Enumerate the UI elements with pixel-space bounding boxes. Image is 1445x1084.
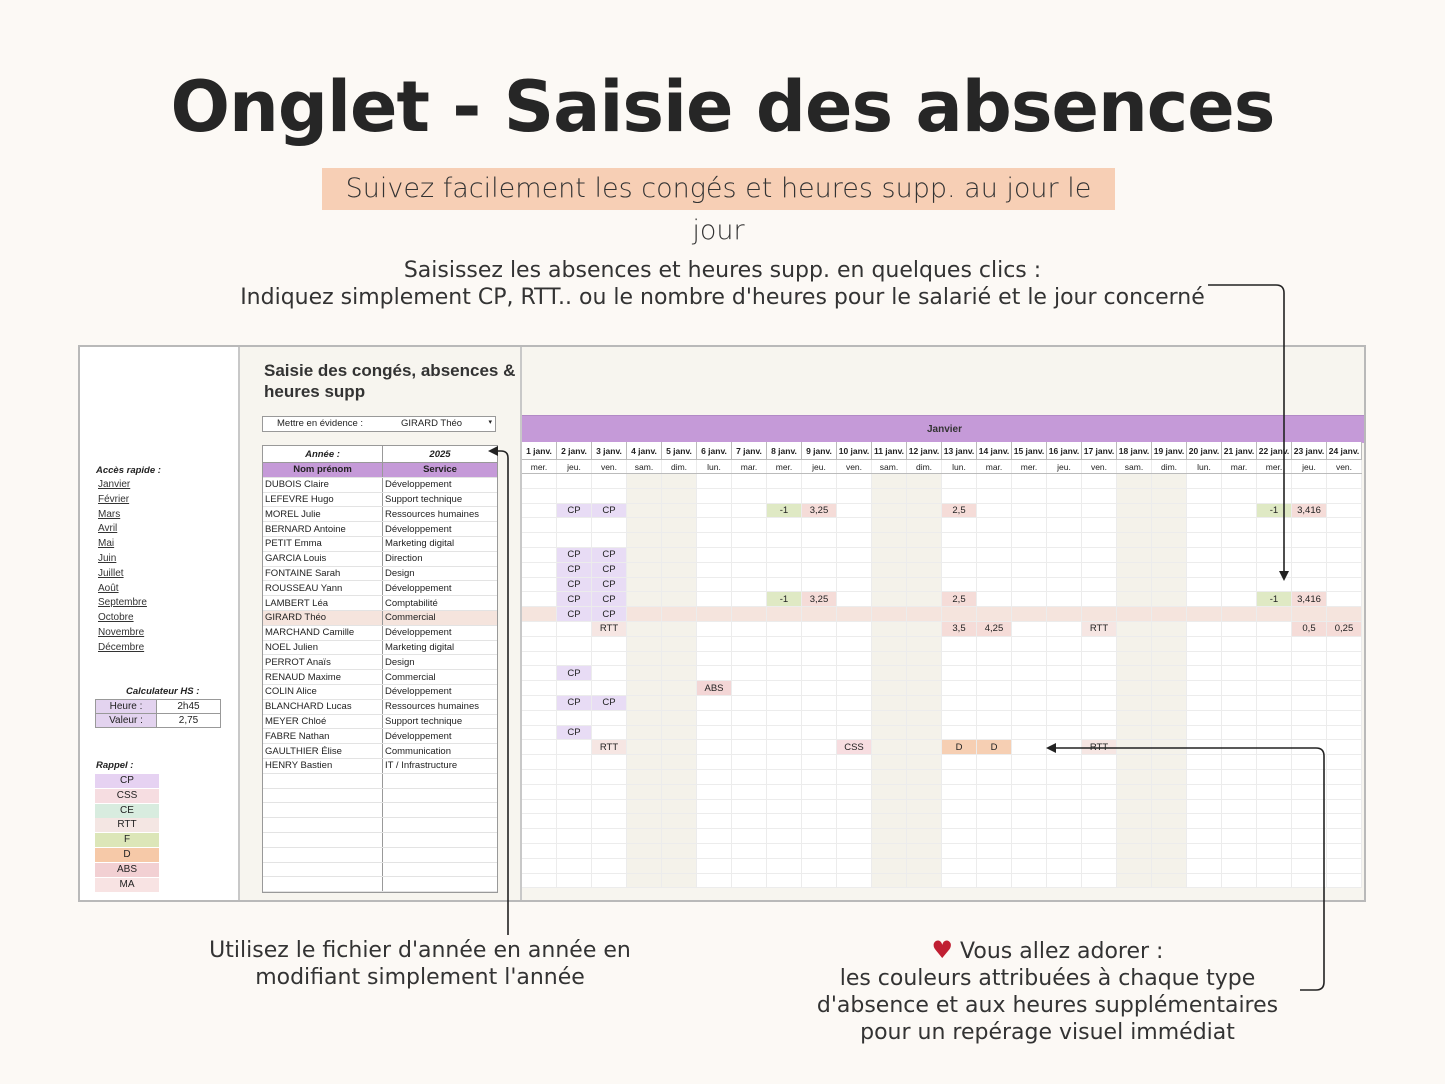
day-header: 24 janv. <box>1327 442 1362 460</box>
month-link-2[interactable]: Mars <box>98 508 121 520</box>
day-cell[interactable]: CP <box>557 592 592 607</box>
employee-service: Développement <box>383 684 498 699</box>
employee-name: DUBOIS Claire <box>263 477 383 492</box>
day-header: 20 janv. <box>1187 442 1222 460</box>
hs-calculator-label: Calculateur HS : <box>126 686 200 697</box>
month-header: Janvier <box>522 415 1366 443</box>
day-cell[interactable]: CP <box>557 503 592 518</box>
day-header: 18 janv. <box>1117 442 1152 460</box>
weekday-cell: sam. <box>1117 460 1152 474</box>
arrowhead-year <box>488 446 498 456</box>
employee-service: Support technique <box>383 714 498 729</box>
employee-name: GAULTHIER Élise <box>263 744 383 759</box>
employee-name: MEYER Chloé <box>263 714 383 729</box>
weekday-cell: mer. <box>1012 460 1047 474</box>
weekday-cell: jeu. <box>1047 460 1082 474</box>
day-cell[interactable]: CP <box>557 562 592 577</box>
weekday-cell: mer. <box>1257 460 1292 474</box>
day-cell[interactable]: CP <box>592 547 627 562</box>
weekday-cell: jeu. <box>557 460 592 474</box>
employee-service: Comptabilité <box>383 596 498 611</box>
day-header: 7 janv. <box>732 442 767 460</box>
day-header: 16 janv. <box>1047 442 1082 460</box>
calc-hour-input[interactable]: 2h45 <box>157 700 221 714</box>
sheet-title-line2: heures supp <box>264 382 366 401</box>
employee-service: Développement <box>383 522 498 537</box>
day-cell[interactable]: CP <box>557 666 592 681</box>
weekday-cell: lun. <box>697 460 732 474</box>
weekday-cell: ven. <box>1327 460 1362 474</box>
employee-service: Commercial <box>383 610 498 625</box>
month-link-3[interactable]: Avril <box>98 523 118 535</box>
page-title: Onglet - Saisie des absences <box>170 66 1275 148</box>
caption-right-line1 <box>790 937 1305 965</box>
employee-service: Direction <box>383 551 498 566</box>
employee-name: ROUSSEAU Yann <box>263 581 383 596</box>
weekday-cell: ven. <box>837 460 872 474</box>
calc-value-output: 2,75 <box>157 714 221 728</box>
employee-service: Développement <box>383 477 498 492</box>
employee-name: NOEL Julien <box>263 640 383 655</box>
month-link-11[interactable]: Décembre <box>98 641 145 653</box>
employee-name: BLANCHARD Lucas <box>263 699 383 714</box>
day-cell[interactable]: CP <box>557 577 592 592</box>
employee-service: Développement <box>383 625 498 640</box>
day-cell[interactable]: RTT <box>592 621 627 636</box>
reminder-label: Rappel : <box>96 760 134 771</box>
day-cell[interactable]: -1 <box>1257 592 1292 607</box>
month-link-1[interactable]: Février <box>98 493 130 505</box>
day-cell[interactable]: RTT <box>1082 740 1117 755</box>
weekday-cell: lun. <box>1187 460 1222 474</box>
caption-top-line1: Saisissez les absences et heures supp. en quelques clics : <box>403 258 1042 283</box>
day-cell[interactable]: CP <box>557 725 592 740</box>
employee-service: Design <box>383 655 498 670</box>
legend-item: CSS <box>95 789 159 803</box>
day-cell[interactable]: -1 <box>767 503 802 518</box>
day-header: 23 janv. <box>1292 442 1327 460</box>
caption-right-line1-text: Vous allez adorer : <box>960 939 1164 964</box>
day-cell[interactable]: CP <box>592 577 627 592</box>
day-header: 6 janv. <box>697 442 732 460</box>
caption-top-line2: Indiquez simplement CP, RTT.. ou le nombre d'heures pour le salarié et le jour concerné <box>240 285 1205 310</box>
day-header: 4 janv. <box>627 442 662 460</box>
weekday-cell: sam. <box>627 460 662 474</box>
weekday-cell: ven. <box>1082 460 1117 474</box>
employee-name: BERNARD Antoine <box>263 522 383 537</box>
weekday-cell: mar. <box>977 460 1012 474</box>
day-cell[interactable]: CP <box>592 562 627 577</box>
weekday-cell: sam. <box>872 460 907 474</box>
arrowhead-top-right <box>1279 571 1289 581</box>
sheet-title-line1: Saisie des congés, absences & <box>264 361 516 380</box>
caption-right-line4: pour un repérage visuel immédiat <box>860 1020 1235 1045</box>
employee-service: Support technique <box>383 492 498 507</box>
weekday-cell: mer. <box>767 460 802 474</box>
weekday-cell: dim. <box>907 460 942 474</box>
day-header: 12 janv. <box>907 442 942 460</box>
day-header: 17 janv. <box>1082 442 1117 460</box>
employee-service: Ressources humaines <box>383 699 498 714</box>
quick-access-label: Accès rapide : <box>96 465 161 476</box>
col-service-header: Service <box>383 463 498 478</box>
employee-service: Design <box>383 566 498 581</box>
day-cell[interactable]: CSS <box>837 740 872 755</box>
legend-item: MA <box>95 878 159 892</box>
day-cell[interactable]: CP <box>557 547 592 562</box>
day-header: 3 janv. <box>592 442 627 460</box>
employee-name: COLIN Alice <box>263 684 383 699</box>
month-link-10[interactable]: Novembre <box>98 627 145 638</box>
employee-name: RENAUD Maxime <box>263 670 383 685</box>
day-header: 13 janv. <box>942 442 977 460</box>
weekday-cell: lun. <box>942 460 977 474</box>
day-cell[interactable]: CP <box>592 607 627 622</box>
month-link-0[interactable]: Janvier <box>98 479 131 490</box>
day-cell[interactable]: CP <box>557 607 592 622</box>
employee-service: Ressources humaines <box>383 507 498 522</box>
employee-service: Commercial <box>383 670 498 685</box>
weekday-cell: mer. <box>522 460 557 474</box>
caption-right-line2: les couleurs attribuées à chaque type <box>839 966 1256 991</box>
day-cell[interactable]: 3,416 <box>1292 503 1327 518</box>
day-header: 15 janv. <box>1012 442 1047 460</box>
day-cell[interactable]: -1 <box>1257 503 1292 518</box>
day-cell[interactable]: 4,25 <box>977 621 1012 636</box>
day-header: 2 janv. <box>557 442 592 460</box>
month-link-9[interactable]: Octobre <box>98 612 134 624</box>
arrow-year <box>495 451 508 935</box>
day-cell[interactable]: 3,5 <box>942 621 977 636</box>
employee-name: LAMBERT Léa <box>263 596 383 611</box>
weekday-cell: dim. <box>662 460 697 474</box>
page-subtitle: Suivez facilement les congés et heures supp. au jour le jour <box>322 168 1115 210</box>
legend-item: ABS <box>95 863 159 877</box>
legend-item: RTT <box>95 818 159 832</box>
day-header: 8 janv. <box>767 442 802 460</box>
arrowhead-colors <box>1046 743 1056 753</box>
employee-service: Développement <box>383 729 498 744</box>
day-header: 14 janv. <box>977 442 1012 460</box>
employee-name: MOREL Julie <box>263 507 383 522</box>
day-cell[interactable]: RTT <box>592 740 627 755</box>
day-cell[interactable]: D <box>942 740 977 755</box>
caption-left <box>170 937 670 991</box>
employee-name: GIRARD Théo <box>263 610 383 625</box>
day-header: 11 janv. <box>872 442 907 460</box>
weekday-cell: jeu. <box>1292 460 1327 474</box>
caption-left-line1: Utilisez le fichier d'année en année en <box>209 938 631 963</box>
employee-name: FABRE Nathan <box>263 729 383 744</box>
day-cell[interactable]: 0,5 <box>1292 621 1327 636</box>
day-header: 1 janv. <box>522 442 557 460</box>
col-name-header: Nom prénom <box>263 463 383 478</box>
weekday-cell: mar. <box>1222 460 1257 474</box>
day-cell[interactable]: CP <box>592 592 627 607</box>
employee-name: MARCHAND Camille <box>263 625 383 640</box>
month-link-8[interactable]: Septembre <box>98 597 147 609</box>
day-header: 10 janv. <box>837 442 872 460</box>
employee-service: Développement <box>383 581 498 596</box>
day-cell[interactable]: D <box>977 740 1012 755</box>
weekday-cell: mar. <box>732 460 767 474</box>
arrow-top-right <box>1208 285 1284 577</box>
day-cell[interactable]: 3,25 <box>802 503 837 518</box>
day-cell[interactable]: CP <box>592 503 627 518</box>
day-cell[interactable]: 2,5 <box>942 592 977 607</box>
caption-left-line2: modifiant simplement l'année <box>255 965 585 990</box>
month-link-7[interactable]: Août <box>98 582 119 594</box>
employee-name: PERROT Anaïs <box>263 655 383 670</box>
day-cell[interactable]: 3,25 <box>802 592 837 607</box>
employee-service: IT / Infrastructure <box>383 758 498 773</box>
employee-service: Marketing digital <box>383 640 498 655</box>
day-cell[interactable]: -1 <box>767 592 802 607</box>
day-cell[interactable]: RTT <box>1082 621 1117 636</box>
employee-service: Marketing digital <box>383 536 498 551</box>
day-header: 9 janv. <box>802 442 837 460</box>
employee-name: PETIT Emma <box>263 536 383 551</box>
day-header: 22 janv. <box>1257 442 1292 460</box>
day-header: 19 janv. <box>1152 442 1187 460</box>
legend-item: D <box>95 848 159 862</box>
weekday-cell: dim. <box>1152 460 1187 474</box>
highlight-value: GIRARD Théo <box>401 418 463 429</box>
employee-name: GARCIA Louis <box>263 551 383 566</box>
legend-item: CE <box>95 804 159 818</box>
calc-value-label: Valeur : <box>96 714 157 728</box>
legend-item: CP <box>95 774 159 788</box>
highlight-label: Mettre en évidence : <box>277 418 364 429</box>
employee-service: Communication <box>383 744 498 759</box>
employee-name: HENRY Bastien <box>263 758 383 773</box>
caption-right-line3: d'absence et aux heures supplémentaires <box>816 993 1279 1018</box>
day-header: 21 janv. <box>1222 442 1257 460</box>
day-cell[interactable]: 0,25 <box>1327 621 1362 636</box>
calc-hour-label: Heure : <box>96 700 157 714</box>
employee-name: FONTAINE Sarah <box>263 566 383 581</box>
chevron-down-icon: ▾ <box>488 419 492 426</box>
heart-icon: ♥ <box>931 936 954 964</box>
day-cell[interactable]: CP <box>592 695 627 710</box>
month-link-6[interactable]: Juillet <box>98 567 124 579</box>
day-cell[interactable]: CP <box>557 695 592 710</box>
year-input[interactable]: 2025 <box>383 446 498 463</box>
caption-right <box>790 937 1305 1046</box>
day-header: 5 janv. <box>662 442 697 460</box>
month-link-5[interactable]: Juin <box>98 553 117 564</box>
weekday-cell: jeu. <box>802 460 837 474</box>
day-cell[interactable]: 3,416 <box>1292 592 1327 607</box>
day-cell[interactable]: ABS <box>697 681 732 696</box>
year-label: Année : <box>263 446 383 463</box>
legend-item: F <box>95 833 159 847</box>
weekday-cell: ven. <box>592 460 627 474</box>
day-cell[interactable]: 2,5 <box>942 503 977 518</box>
month-link-4[interactable]: Mai <box>98 538 115 550</box>
employee-name: LEFEVRE Hugo <box>263 492 383 507</box>
